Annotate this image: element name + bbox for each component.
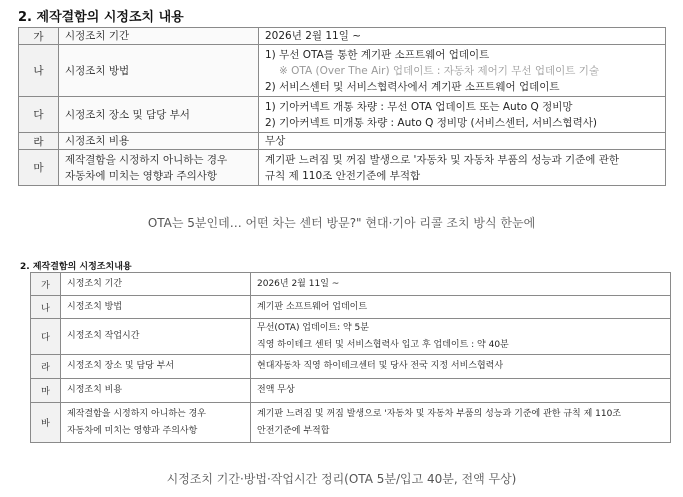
table-row [31,403,671,443]
row-index: 다 [19,97,59,133]
row-label [61,403,251,443]
row-content [259,150,666,186]
row-content-line: 계기판 느려짐 및 꺼짐 발생으로 '자동차 및 자동차 부품의 성능과 기준에 관한 규칙 제 110조 [257,408,621,419]
row-content-line: 전액 무상 [257,385,295,395]
row-content-line: 직영 하이테크 센터 및 서비스협력사 입고 후 업데이트 : 약 40분 [257,339,509,350]
row-content-line: 현대자동차 직영 하이테크센터 및 당사 전국 지정 서비스협력사 [257,361,504,371]
table-row [19,133,666,150]
row-content [259,97,666,133]
row-label-line: 시정조치 비용 [67,385,123,395]
row-index: 바 [31,403,61,443]
section2-heading: 2. 제작결함의 시정조치내용 [20,262,132,272]
row-label [59,150,259,186]
row-content [251,273,671,296]
row-label [61,379,251,403]
row-content-line: ※ OTA (Over The Air) 업데이트 : 자동차 제어기 무선 업데이트 기술 [279,64,600,77]
table-row [19,45,666,97]
caption-hyundai: 시정조치 기간·방법·작업시간 정리(OTA 5분/입고 40분, 전액 무상) [166,472,517,486]
table-row [31,319,671,355]
row-content-line: 규칙 제 110조 안전기준에 부적합 [265,169,421,182]
recall-table-kia [18,27,666,186]
row-content [251,403,671,443]
row-content-line: 계기판 소프트웨어 업데이트 [257,301,368,312]
row-content-line: 2) 기아커넥트 미개통 차량 : Auto Q 정비망 (서비스센터, 서비스협력사) [265,116,597,129]
recall-table-hyundai [30,272,671,443]
row-label-line: 시정조치 장소 및 담당 부서 [67,361,175,371]
table-row [31,273,671,296]
row-content-line: 1) 기아커넥트 개통 차량 : 무선 OTA 업데이트 또는 Auto Q 정비망 [265,100,573,113]
row-content-line: 2026년 2월 11일 ~ [265,30,362,42]
row-content-line: 무상 [265,135,286,147]
row-content-line: 계기판 느려짐 및 꺼짐 발생으로 '자동차 및 자동차 부품의 성능과 기준에 관한 [265,153,620,166]
row-label-line: 자동차에 미치는 영향과 주의사항 [65,169,218,182]
row-label [61,273,251,296]
row-label-line: 시정조치 작업시간 [67,331,140,341]
table-row [31,355,671,379]
row-label-line: 제작결함을 시정하지 아니하는 경우 [67,408,206,419]
row-content [251,319,671,355]
row-content-line: 안전기준에 부적합 [257,425,330,436]
section1-heading: 2. 제작결함의 시정조치 내용 [18,10,184,25]
row-content-line: 2) 서비스센터 및 서비스협력사에서 계기판 소프트웨어 업데이트 [265,80,560,93]
row-index: 라 [19,133,59,150]
row-label [61,355,251,379]
row-label-line: 자동차에 미치는 영향과 주의사항 [67,425,198,436]
row-content-line: 무선(OTA) 업데이트: 약 5분 [257,322,369,333]
row-label-line: 시정조치 장소 및 담당 부서 [65,108,190,121]
row-content [251,355,671,379]
row-label [61,296,251,319]
row-content [259,45,666,97]
row-label [59,97,259,133]
row-label [59,133,259,150]
row-content-line: 1) 무선 OTA를 통한 계기판 소프트웨어 업데이트 [265,48,490,61]
row-content-line: 2026년 2월 11일 ~ [257,278,340,289]
row-label [61,319,251,355]
table-row [19,28,666,45]
row-index: 마 [31,379,61,403]
row-index: 다 [31,319,61,355]
row-label-line: 시정조치 방법 [65,64,130,77]
row-label-line: 제작결함을 시정하지 아니하는 경우 [65,153,228,166]
table-row [31,296,671,319]
row-index: 마 [19,150,59,186]
row-label [59,28,259,45]
table-row [19,97,666,133]
table-row [19,150,666,186]
row-index: 가 [31,273,61,296]
row-content [251,379,671,403]
row-label [59,45,259,97]
row-content [259,28,666,45]
caption-kia: OTA는 5분인데… 어떤 차는 센터 방문?" 현대·기아 리콜 조치 방식 한눈에 [147,216,536,230]
table-row [31,379,671,403]
row-index: 라 [31,355,61,379]
row-index: 나 [19,45,59,97]
row-index: 가 [19,28,59,45]
row-content [259,133,666,150]
row-label-line: 시정조치 방법 [67,301,123,312]
row-label-line: 시정조치 기간 [65,30,130,42]
row-label-line: 시정조치 비용 [65,135,130,147]
row-label-line: 시정조치 기간 [67,278,123,289]
row-index: 나 [31,296,61,319]
row-content [251,296,671,319]
